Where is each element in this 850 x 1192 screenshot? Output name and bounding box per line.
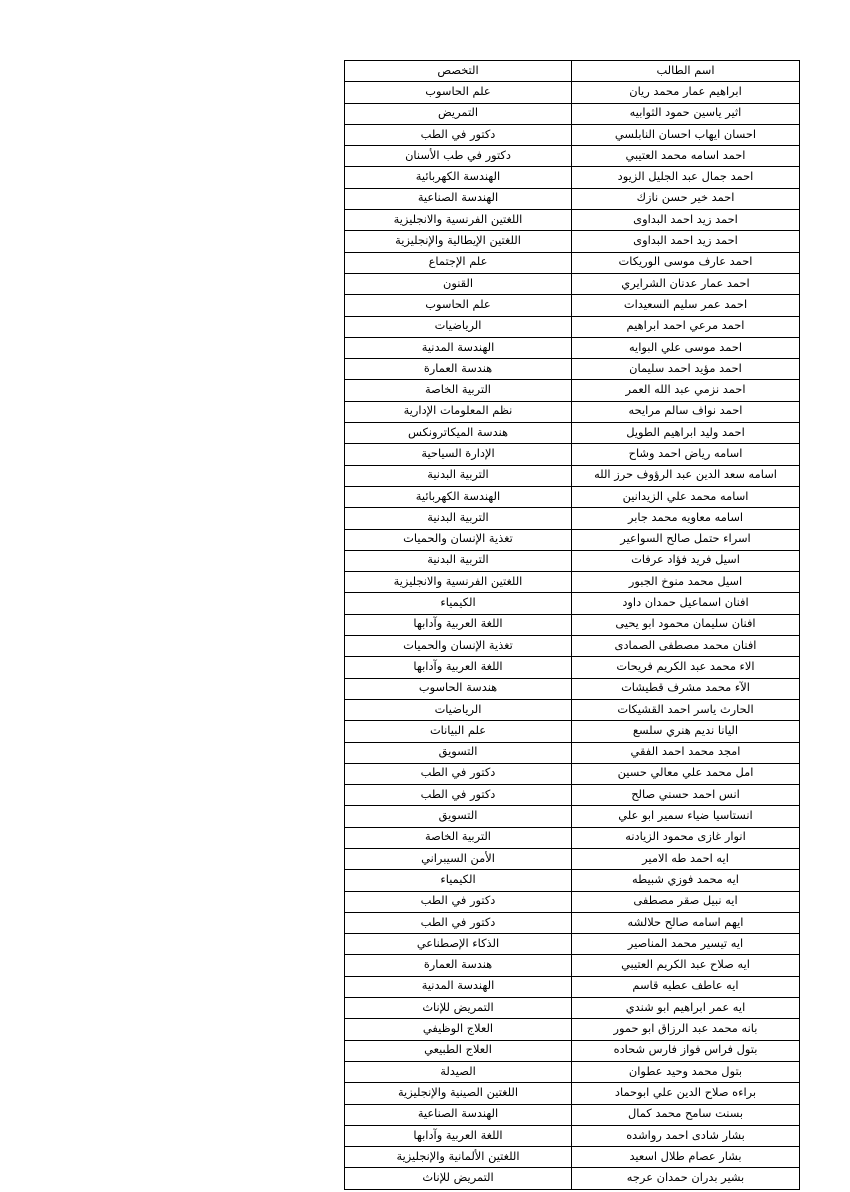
table-row bbox=[345, 167, 800, 188]
cell-major: الهندسة المدنية bbox=[345, 976, 572, 997]
cell-major: دكتور في الطب bbox=[345, 785, 572, 806]
cell-student-name: براءه صلاح الدين علي ابوحماد bbox=[572, 1083, 800, 1104]
cell-major: اللغتين الإيطالية والإنجليزية bbox=[345, 231, 572, 252]
cell-major: الصيدلة bbox=[345, 1061, 572, 1082]
cell-major: اللغتين الصينية والإنجليزية bbox=[345, 1083, 572, 1104]
cell-major: الرياضيات bbox=[345, 699, 572, 720]
cell-student-name: بشار شادى احمد رواشده bbox=[572, 1125, 800, 1146]
cell-major: هندسة العمارة bbox=[345, 359, 572, 380]
table-row bbox=[345, 337, 800, 358]
cell-student-name: احمد نزمي عبد الله العمر bbox=[572, 380, 800, 401]
cell-student-name: الآء محمد مشرف قطيشات bbox=[572, 678, 800, 699]
cell-student-name: ايه نبيل صقر مصطفى bbox=[572, 891, 800, 912]
cell-major: الأمن السيبراني bbox=[345, 848, 572, 869]
cell-major: دكتور في الطب bbox=[345, 912, 572, 933]
table-row bbox=[345, 444, 800, 465]
cell-student-name: اسامه معاويه محمد جابر bbox=[572, 508, 800, 529]
cell-student-name: ايه محمد فوزي شبيطه bbox=[572, 870, 800, 891]
table-row bbox=[345, 721, 800, 742]
cell-student-name: اسراء حتمل صالح السواعير bbox=[572, 529, 800, 550]
table-row bbox=[345, 380, 800, 401]
cell-major: التسويق bbox=[345, 806, 572, 827]
cell-student-name: بتول محمد وحيد عطوان bbox=[572, 1061, 800, 1082]
table-row bbox=[345, 529, 800, 550]
cell-student-name: احمد وليد ابراهيم الطويل bbox=[572, 423, 800, 444]
cell-major: التربية الخاصة bbox=[345, 827, 572, 848]
table-row bbox=[345, 188, 800, 209]
table-row bbox=[345, 636, 800, 657]
column-header-major: التخصص bbox=[345, 61, 572, 82]
table-row bbox=[345, 1019, 800, 1040]
cell-student-name: اسيل فريد فؤاد عرفات bbox=[572, 550, 800, 571]
cell-student-name: اسامه رياض احمد وشاح bbox=[572, 444, 800, 465]
cell-major: اللغة العربية وآدابها bbox=[345, 657, 572, 678]
cell-major: التربية البدنية bbox=[345, 465, 572, 486]
cell-student-name: احمد عمر سليم السعيدات bbox=[572, 295, 800, 316]
table-row bbox=[345, 955, 800, 976]
cell-student-name: بشار عصام طلال اسعيد bbox=[572, 1147, 800, 1168]
cell-major: اللغة العربية وآدابها bbox=[345, 1125, 572, 1146]
table-row bbox=[345, 912, 800, 933]
table-row bbox=[345, 1125, 800, 1146]
cell-student-name: اسامه محمد علي الزيدانين bbox=[572, 486, 800, 507]
table-row bbox=[345, 678, 800, 699]
cell-student-name: احمد مؤيد احمد سليمان bbox=[572, 359, 800, 380]
cell-major: الهندسة الصناعية bbox=[345, 1104, 572, 1125]
table-row bbox=[345, 401, 800, 422]
table-row bbox=[345, 785, 800, 806]
cell-major: هندسة الحاسوب bbox=[345, 678, 572, 699]
table-row bbox=[345, 934, 800, 955]
cell-student-name: الاء محمد عبد الكريم فريحات bbox=[572, 657, 800, 678]
cell-major: اللغتين الألمانية والإنجليزية bbox=[345, 1147, 572, 1168]
cell-major: التسويق bbox=[345, 742, 572, 763]
table-row bbox=[345, 146, 800, 167]
cell-student-name: اسامه سعد الدين عبد الرؤوف حرز الله bbox=[572, 465, 800, 486]
cell-student-name: انوار غازى محمود الزيادنه bbox=[572, 827, 800, 848]
cell-major: هندسة العمارة bbox=[345, 955, 572, 976]
cell-student-name: الحارث ياسر احمد القشيكات bbox=[572, 699, 800, 720]
cell-student-name: بسنت سامح محمد كمال bbox=[572, 1104, 800, 1125]
cell-student-name: ايه احمد طه الامير bbox=[572, 848, 800, 869]
table-row bbox=[345, 1061, 800, 1082]
cell-major: نظم المعلومات الإدارية bbox=[345, 401, 572, 422]
table-row bbox=[345, 1104, 800, 1125]
cell-student-name: بتول فراس فواز فارس شحاده bbox=[572, 1040, 800, 1061]
table-row bbox=[345, 998, 800, 1019]
table-header-row bbox=[345, 61, 800, 82]
cell-student-name: افنان محمد مصطفى الصمادى bbox=[572, 636, 800, 657]
table-row bbox=[345, 252, 800, 273]
table-row bbox=[345, 295, 800, 316]
cell-student-name: افنان اسماعيل حمدان داود bbox=[572, 593, 800, 614]
table-row bbox=[345, 550, 800, 571]
cell-major: الهندسة الكهربائية bbox=[345, 486, 572, 507]
cell-student-name: ايهم اسامه صالح حلالشه bbox=[572, 912, 800, 933]
cell-major: علم الحاسوب bbox=[345, 82, 572, 103]
cell-major: التمريض للإناث bbox=[345, 998, 572, 1019]
cell-major: الهندسة الكهربائية bbox=[345, 167, 572, 188]
cell-major: اللغتين الفرنسية والانجليزية bbox=[345, 210, 572, 231]
cell-student-name: اسيل محمد منوخ الجبور bbox=[572, 572, 800, 593]
cell-major: دكتور في الطب bbox=[345, 891, 572, 912]
cell-student-name: احمد اسامه محمد العتيبي bbox=[572, 146, 800, 167]
cell-student-name: ايه عمر ابراهيم ابو شندي bbox=[572, 998, 800, 1019]
students-table-body bbox=[345, 61, 800, 1190]
table-row bbox=[345, 806, 800, 827]
table-row bbox=[345, 423, 800, 444]
cell-major: الهندسة الصناعية bbox=[345, 188, 572, 209]
table-row bbox=[345, 124, 800, 145]
cell-major: الذكاء الإصطناعي bbox=[345, 934, 572, 955]
cell-major: اللغتين الفرنسية والانجليزية bbox=[345, 572, 572, 593]
cell-student-name: انس احمد حسني صالح bbox=[572, 785, 800, 806]
table-row bbox=[345, 976, 800, 997]
cell-student-name: احمد خير حسن نازك bbox=[572, 188, 800, 209]
table-row bbox=[345, 1083, 800, 1104]
table-row bbox=[345, 273, 800, 294]
cell-student-name: احمد زيد احمد البداوى bbox=[572, 231, 800, 252]
column-header-student-name: اسم الطالب bbox=[572, 61, 800, 82]
cell-student-name: احمد عمار عدنان الشرايري bbox=[572, 273, 800, 294]
cell-student-name: احمد عارف موسى الوريكات bbox=[572, 252, 800, 273]
table-row bbox=[345, 742, 800, 763]
table-row bbox=[345, 1040, 800, 1061]
cell-major: علم الحاسوب bbox=[345, 295, 572, 316]
cell-student-name: احمد موسى علي البوايه bbox=[572, 337, 800, 358]
cell-student-name: احمد جمال عبد الجليل الزيود bbox=[572, 167, 800, 188]
table-row bbox=[345, 614, 800, 635]
cell-student-name: افنان سليمان محمود ابو يحيى bbox=[572, 614, 800, 635]
cell-major: الرياضيات bbox=[345, 316, 572, 337]
cell-major: القنون bbox=[345, 273, 572, 294]
cell-major: الهندسة المدنية bbox=[345, 337, 572, 358]
cell-student-name: احسان ايهاب احسان النابلسي bbox=[572, 124, 800, 145]
cell-student-name: احمد زيد احمد البداوى bbox=[572, 210, 800, 231]
cell-student-name: ايه تيسير محمد المناصير bbox=[572, 934, 800, 955]
table-row bbox=[345, 359, 800, 380]
table-row bbox=[345, 657, 800, 678]
cell-major: التمريض للإناث bbox=[345, 1168, 572, 1189]
table-row bbox=[345, 763, 800, 784]
cell-student-name: امل محمد علي معالي حسين bbox=[572, 763, 800, 784]
cell-student-name: بشير بدران حمدان عرجه bbox=[572, 1168, 800, 1189]
table-row bbox=[345, 891, 800, 912]
cell-major: اللغة العربية وآدابها bbox=[345, 614, 572, 635]
table-row bbox=[345, 1147, 800, 1168]
cell-major: دكتور في الطب bbox=[345, 763, 572, 784]
cell-major: التمريض bbox=[345, 103, 572, 124]
cell-major: علم البيانات bbox=[345, 721, 572, 742]
cell-student-name: ايه صلاح عبد الكريم العتيبي bbox=[572, 955, 800, 976]
table-row bbox=[345, 848, 800, 869]
cell-major: تغذية الإنسان والحميات bbox=[345, 636, 572, 657]
table-row bbox=[345, 231, 800, 252]
table-row bbox=[345, 210, 800, 231]
table-row bbox=[345, 827, 800, 848]
cell-major: الكيمياء bbox=[345, 593, 572, 614]
cell-student-name: بانه محمد عبد الرزاق ابو حمور bbox=[572, 1019, 800, 1040]
cell-major: الكيمياء bbox=[345, 870, 572, 891]
table-row bbox=[345, 870, 800, 891]
cell-major: التربية البدنية bbox=[345, 550, 572, 571]
cell-student-name: انستاسيا ضياء سمير ابو علي bbox=[572, 806, 800, 827]
cell-student-name: احمد نواف سالم مرايحه bbox=[572, 401, 800, 422]
cell-student-name: احمد مرعي احمد ابراهيم bbox=[572, 316, 800, 337]
table-row bbox=[345, 465, 800, 486]
cell-major: التربية الخاصة bbox=[345, 380, 572, 401]
cell-major: دكتور في الطب bbox=[345, 124, 572, 145]
table-row bbox=[345, 103, 800, 124]
cell-student-name: ايه عاطف عطيه قاسم bbox=[572, 976, 800, 997]
cell-major: تغذية الإنسان والحميات bbox=[345, 529, 572, 550]
table-row bbox=[345, 486, 800, 507]
students-table bbox=[344, 60, 800, 1190]
cell-major: هندسة الميكاترونكس bbox=[345, 423, 572, 444]
cell-student-name: اليانا نديم هنري سلسع bbox=[572, 721, 800, 742]
table-row bbox=[345, 593, 800, 614]
cell-major: العلاج الوظيفي bbox=[345, 1019, 572, 1040]
cell-student-name: ابراهيم عمار محمد ريان bbox=[572, 82, 800, 103]
students-table-container bbox=[345, 60, 800, 1190]
table-row bbox=[345, 316, 800, 337]
cell-student-name: اثير ياسين حمود الثوابيه bbox=[572, 103, 800, 124]
cell-major: علم الإجتماع bbox=[345, 252, 572, 273]
cell-major: التربية البدنية bbox=[345, 508, 572, 529]
cell-major: الإدارة السياحية bbox=[345, 444, 572, 465]
cell-major: دكتور في طب الأسنان bbox=[345, 146, 572, 167]
table-row bbox=[345, 82, 800, 103]
table-row bbox=[345, 508, 800, 529]
table-row bbox=[345, 699, 800, 720]
table-row bbox=[345, 1168, 800, 1189]
cell-major: العلاج الطبيعي bbox=[345, 1040, 572, 1061]
table-row bbox=[345, 572, 800, 593]
cell-student-name: امجد محمد احمد الفقي bbox=[572, 742, 800, 763]
